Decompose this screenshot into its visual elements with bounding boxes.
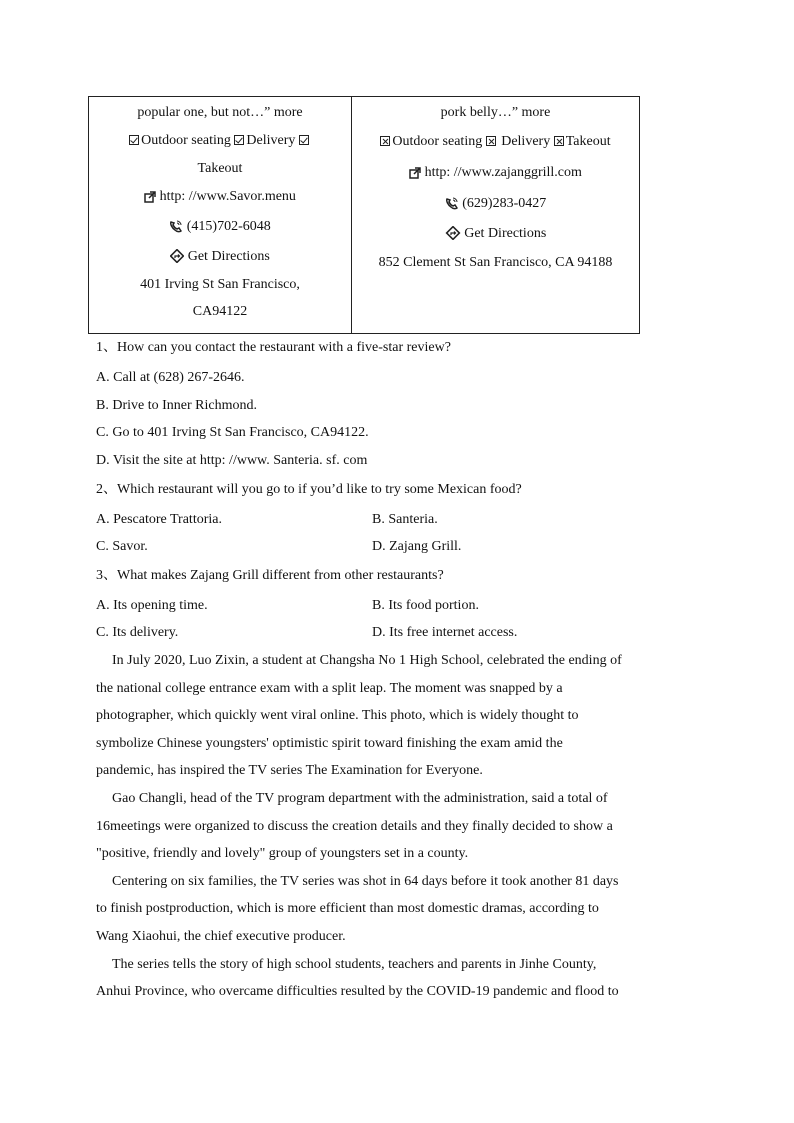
website-link[interactable]: http: //www.zajanggrill.com	[352, 164, 639, 182]
question-2-option-a: A. Pescatore Trattoria.	[96, 512, 222, 527]
passage-line: Centering on six families, the TV series was shot in 64 days before it took another 81 days	[112, 874, 619, 889]
service-options: Outdoor seating Delivery	[89, 132, 351, 150]
service-option-takeout: Takeout	[197, 161, 243, 176]
question-1-option-c: C. Go to 401 Irving St San Francisco, CA94122.	[96, 425, 369, 440]
passage-line: the national college entrance exam with a split leap. The moment was snapped by a	[96, 681, 563, 696]
directions-icon	[170, 249, 184, 263]
external-link-icon	[144, 191, 156, 203]
question-1-option-a: A. Call at (628) 267-2646.	[96, 370, 245, 385]
question-1-option-d: D. Visit the site at http: //www. Santeria. sf. com	[96, 453, 368, 468]
cross-icon	[380, 136, 390, 146]
passage-line: 16meetings were organized to discuss the creation details and they finally decided to show a	[96, 819, 613, 834]
directions-icon	[445, 226, 461, 240]
passage-line: to finish postproduction, which is more efficient than most domestic dramas, according to	[96, 901, 599, 916]
service-options: Outdoor seating Delivery Takeout	[352, 133, 639, 151]
phone-icon	[169, 220, 183, 233]
restaurant-cell-zajang	[352, 97, 639, 333]
external-link-icon	[409, 167, 421, 179]
passage-line: Wang Xiaohui, the chief executive producer.	[96, 929, 346, 944]
phone-number[interactable]: (629)283-0427	[352, 195, 639, 213]
question-2-stem: 2、Which restaurant will you go to if you’d like to try some Mexican food?	[96, 482, 522, 497]
passage-line: In July 2020, Luo Zixin, a student at Changsha No 1 High School, celebrated the ending of	[112, 653, 622, 668]
question-3-option-c: C. Its delivery.	[96, 625, 179, 640]
passage-line: The series tells the story of high school students, teachers and parents in Jinhe County,	[112, 957, 597, 972]
phone-number[interactable]: (415)702-6048	[89, 218, 351, 236]
passage-line: "positive, friendly and lovely" group of youngsters set in a county.	[96, 846, 469, 861]
passage-line: pandemic, has inspired the TV series The Examination for Everyone.	[96, 763, 483, 778]
address-line-1: 852 Clement St San Francisco, CA 94188	[378, 255, 613, 270]
phone-icon	[445, 197, 459, 210]
passage-line: symbolize Chinese youngsters' optimistic spirit toward finishing the exam amid the	[96, 736, 563, 751]
passage-line: photographer, which quickly went viral online. This photo, which is widely thought to	[96, 708, 579, 723]
review-snippet: popular one, but not…” more	[137, 105, 303, 120]
question-3-stem: 3、What makes Zajang Grill different from other restaurants?	[96, 568, 444, 583]
review-snippet: pork belly…” more	[440, 105, 551, 120]
question-1-stem: 1、How can you contact the restaurant with a five-star review?	[96, 340, 451, 355]
get-directions-link[interactable]: Get Directions	[352, 225, 639, 243]
address-line-1: 401 Irving St San Francisco,	[140, 277, 300, 292]
passage-line: Anhui Province, who overcame difficulties resulted by the COVID-19 pandemic and flood to	[96, 984, 619, 999]
question-1-option-b: B. Drive to Inner Richmond.	[96, 398, 257, 413]
question-2-option-d: D. Zajang Grill.	[372, 539, 462, 554]
question-2-option-c: C. Savor.	[96, 539, 148, 554]
checkmark-icon	[129, 135, 139, 145]
checkmark-icon	[234, 135, 244, 145]
checkmark-icon	[299, 135, 309, 145]
cross-icon	[486, 136, 496, 146]
restaurant-cell-savor	[89, 97, 352, 333]
restaurant-table	[88, 96, 640, 334]
question-3-option-d: D. Its free internet access.	[372, 625, 518, 640]
question-3-option-a: A. Its opening time.	[96, 598, 208, 613]
question-3-option-b: B. Its food portion.	[372, 598, 479, 613]
website-link[interactable]: http: //www.Savor.menu	[89, 188, 351, 206]
question-2-option-b: B. Santeria.	[372, 512, 438, 527]
passage-line: Gao Changli, head of the TV program department with the administration, said a total of	[112, 791, 608, 806]
address-line-2: CA94122	[192, 304, 248, 319]
cross-icon	[554, 136, 564, 146]
get-directions-link[interactable]: Get Directions	[89, 248, 351, 266]
